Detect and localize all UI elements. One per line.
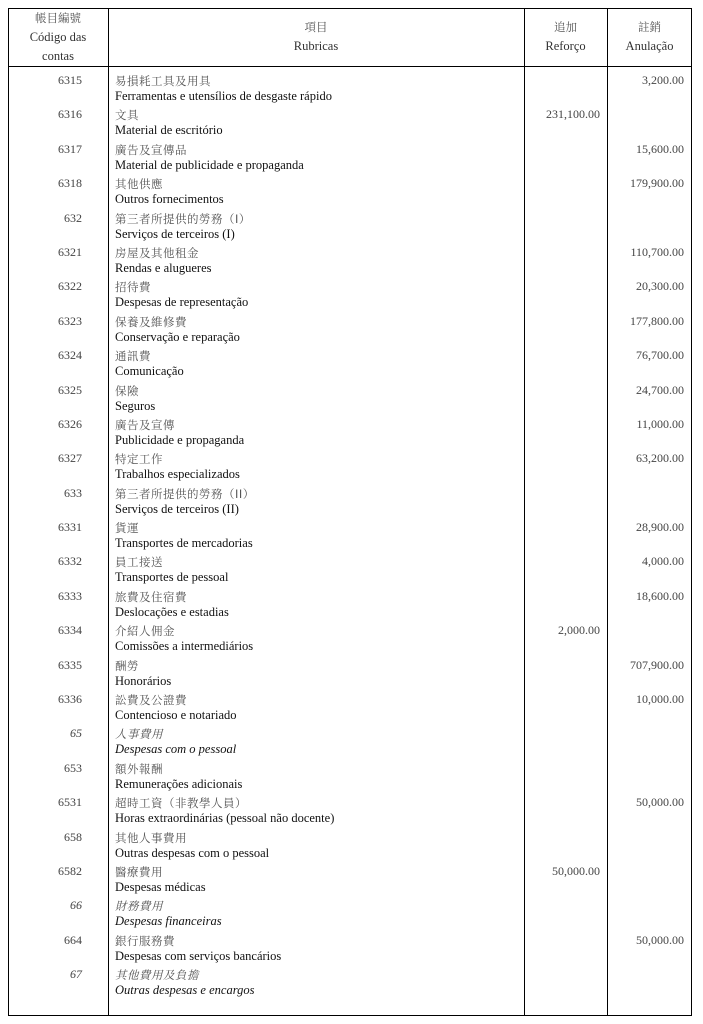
table-row — [8, 513, 692, 551]
account-code: 6318 — [58, 176, 82, 191]
item-name-pt: Trabalhos especializados — [115, 467, 240, 482]
item-name-pt: Outros fornecimentos — [115, 192, 224, 207]
item-name-pt: Outras despesas com o pessoal — [115, 845, 270, 860]
table-row — [8, 616, 692, 654]
anulacao-value: 11,000.00 — [636, 416, 684, 431]
anulacao-value: 707,900.00 — [630, 657, 684, 672]
item-name-pt: Transportes de pessoal — [115, 570, 229, 585]
anulacao-value: 110,700.00 — [630, 244, 684, 259]
account-code: 67 — [70, 967, 82, 982]
table-row — [8, 651, 692, 688]
item-name-zh: 特定工作 — [115, 452, 163, 467]
table-row — [8, 410, 692, 447]
item-name-zh: 第三者所提供的勞務（II） — [115, 486, 255, 501]
item-name-pt: Material de escritório — [115, 123, 223, 138]
table-row — [8, 341, 692, 379]
table-row — [8, 444, 692, 482]
table-row — [8, 823, 692, 860]
header-anulacao-zh: 註銷 — [638, 20, 661, 34]
item-name-pt: Deslocações e estadias — [115, 604, 229, 619]
table-row — [8, 376, 692, 413]
item-name-pt: Despesas com serviços bancários — [115, 948, 282, 963]
table-row — [8, 754, 692, 791]
item-name-zh: 其他供應 — [115, 177, 163, 192]
anulacao-value: 50,000.00 — [636, 932, 684, 947]
anulacao-value: 28,900.00 — [636, 520, 684, 535]
account-code: 6315 — [58, 73, 82, 87]
item-name-zh: 廣告及宣傳品 — [115, 142, 187, 157]
account-code: 6334 — [58, 623, 82, 638]
anulacao-value: 63,200.00 — [636, 451, 684, 466]
table-row — [8, 857, 692, 894]
item-name-zh: 人事費用 — [115, 727, 163, 742]
table-row — [8, 582, 692, 619]
item-name-zh: 訟費及公證費 — [115, 693, 187, 708]
item-name-zh: 員工接送 — [115, 555, 163, 570]
item-name-pt: Despesas com o pessoal — [115, 742, 237, 757]
account-code: 632 — [64, 210, 82, 225]
anulacao-value: 24,700.00 — [636, 382, 684, 397]
item-name-pt: Comissões a intermediários — [115, 639, 254, 654]
table-row — [8, 204, 692, 241]
account-code: 653 — [64, 760, 82, 775]
header-item — [108, 8, 524, 66]
account-code: 65 — [70, 726, 82, 741]
header-code-pt1: Código das — [29, 29, 87, 44]
account-code: 6333 — [58, 588, 82, 603]
table-row — [8, 66, 692, 103]
anulacao-value: 15,600.00 — [636, 141, 684, 156]
account-code: 6335 — [58, 657, 82, 672]
header-anulacao-pt: Anulação — [625, 39, 674, 53]
item-name-zh: 保險 — [115, 383, 139, 398]
account-code: 6582 — [58, 863, 82, 878]
item-name-zh: 介紹人佣金 — [115, 624, 175, 639]
account-code: 6324 — [58, 348, 82, 363]
account-code: 6322 — [58, 279, 82, 294]
item-name-zh: 超時工資（非教學人員） — [115, 796, 247, 811]
table-row — [8, 135, 692, 172]
reforco-value: 231,100.00 — [546, 107, 600, 122]
item-name-zh: 房屋及其他租金 — [115, 245, 199, 260]
header-reforco-zh: 追加 — [554, 20, 577, 34]
item-name-pt: Publicidade e propaganda — [115, 432, 245, 447]
table-row — [8, 788, 692, 826]
anulacao-value: 10,000.00 — [636, 692, 684, 707]
table-row — [8, 307, 692, 344]
item-name-pt: Serviços de terceiros (I) — [115, 226, 235, 241]
item-name-zh: 貨運 — [115, 521, 139, 536]
item-name-pt: Despesas financeiras — [115, 914, 222, 929]
item-name-zh: 招待費 — [115, 280, 151, 295]
anulacao-value: 50,000.00 — [636, 795, 684, 810]
reforco-value: 2,000.00 — [558, 623, 600, 638]
header-anulacao — [607, 8, 692, 66]
header-code-pt2: contas — [42, 48, 74, 63]
item-name-zh: 旅費及住宿費 — [115, 589, 187, 604]
item-name-pt: Serviços de terceiros (II) — [115, 501, 239, 516]
item-name-zh: 醫療費用 — [115, 864, 163, 879]
item-name-zh: 銀行服務費 — [115, 933, 175, 948]
anulacao-value: 179,900.00 — [630, 176, 684, 191]
reforco-value: 50,000.00 — [552, 863, 600, 878]
account-code: 664 — [64, 932, 82, 947]
item-name-zh: 文具 — [115, 108, 139, 123]
account-code: 6332 — [58, 554, 82, 569]
anulacao-value: 3,200.00 — [642, 73, 684, 87]
item-name-pt: Horas extraordinárias (pessoal não docente) — [115, 811, 335, 826]
table-row — [8, 891, 692, 929]
table-row — [8, 719, 692, 757]
item-name-zh: 額外報酬 — [115, 761, 163, 776]
item-name-zh: 通訊費 — [115, 349, 151, 364]
anulacao-value: 177,800.00 — [630, 313, 684, 328]
item-name-zh: 廣告及宣傳 — [115, 417, 175, 432]
account-code: 6327 — [58, 451, 82, 466]
account-code: 6331 — [58, 520, 82, 535]
header-code — [8, 8, 108, 66]
account-code: 6326 — [58, 416, 82, 431]
item-name-zh: 第三者所提供的勞務（I） — [115, 211, 251, 226]
table-row — [8, 272, 692, 310]
anulacao-value: 76,700.00 — [636, 348, 684, 363]
anulacao-value: 18,600.00 — [636, 588, 684, 603]
item-name-zh: 易損耗工具及用具 — [115, 74, 211, 88]
account-code: 66 — [70, 898, 82, 913]
item-name-pt: Despesas médicas — [115, 879, 206, 894]
item-name-pt: Transportes de mercadorias — [115, 536, 253, 551]
account-code: 6336 — [58, 692, 82, 707]
item-name-zh: 酬勞 — [115, 658, 139, 673]
item-name-pt: Contencioso e notariado — [115, 708, 237, 723]
item-name-pt: Ferramentas e utensílios de desgaste rápido — [115, 89, 332, 103]
table-row — [8, 547, 692, 585]
table-row — [8, 685, 692, 723]
account-code: 6321 — [58, 244, 82, 259]
table-row — [8, 169, 692, 207]
header-code-zh: 帳目編號 — [35, 10, 81, 25]
header-reforco — [524, 8, 607, 66]
item-name-pt: Honorários — [115, 673, 172, 688]
table-row — [8, 238, 692, 275]
header-item-pt: Rubricas — [293, 39, 339, 53]
item-name-zh: 其他費用及負擔 — [115, 968, 199, 983]
table-body — [8, 66, 692, 998]
account-code: 6323 — [58, 313, 82, 328]
item-name-pt: Despesas de representação — [115, 295, 249, 310]
account-code: 6531 — [58, 795, 82, 810]
item-name-zh: 其他人事費用 — [115, 830, 187, 845]
table-row — [8, 100, 692, 138]
table-row — [8, 926, 692, 963]
table-row — [8, 960, 692, 998]
item-name-pt: Outras despesas e encargos — [115, 983, 255, 998]
header-item-zh: 項目 — [304, 20, 328, 34]
item-name-pt: Conservação e reparação — [115, 329, 240, 344]
item-name-pt: Remunerações adicionais — [115, 776, 243, 791]
anulacao-value: 4,000.00 — [642, 554, 684, 569]
item-name-zh: 財務費用 — [115, 899, 163, 914]
account-code: 6316 — [58, 107, 82, 122]
header-reforco-pt: Reforço — [545, 39, 586, 53]
item-name-pt: Material de publicidade e propaganda — [115, 157, 304, 172]
account-code: 658 — [64, 829, 82, 844]
account-code: 6317 — [58, 141, 82, 156]
item-name-pt: Comunicação — [115, 364, 184, 379]
table-row — [8, 479, 692, 516]
item-name-zh: 保養及維修費 — [115, 314, 187, 329]
account-code: 6325 — [58, 382, 82, 397]
item-name-pt: Rendas e alugueres — [115, 260, 212, 275]
anulacao-value: 20,300.00 — [636, 279, 684, 294]
account-code: 633 — [64, 485, 82, 500]
item-name-pt: Seguros — [115, 398, 156, 413]
